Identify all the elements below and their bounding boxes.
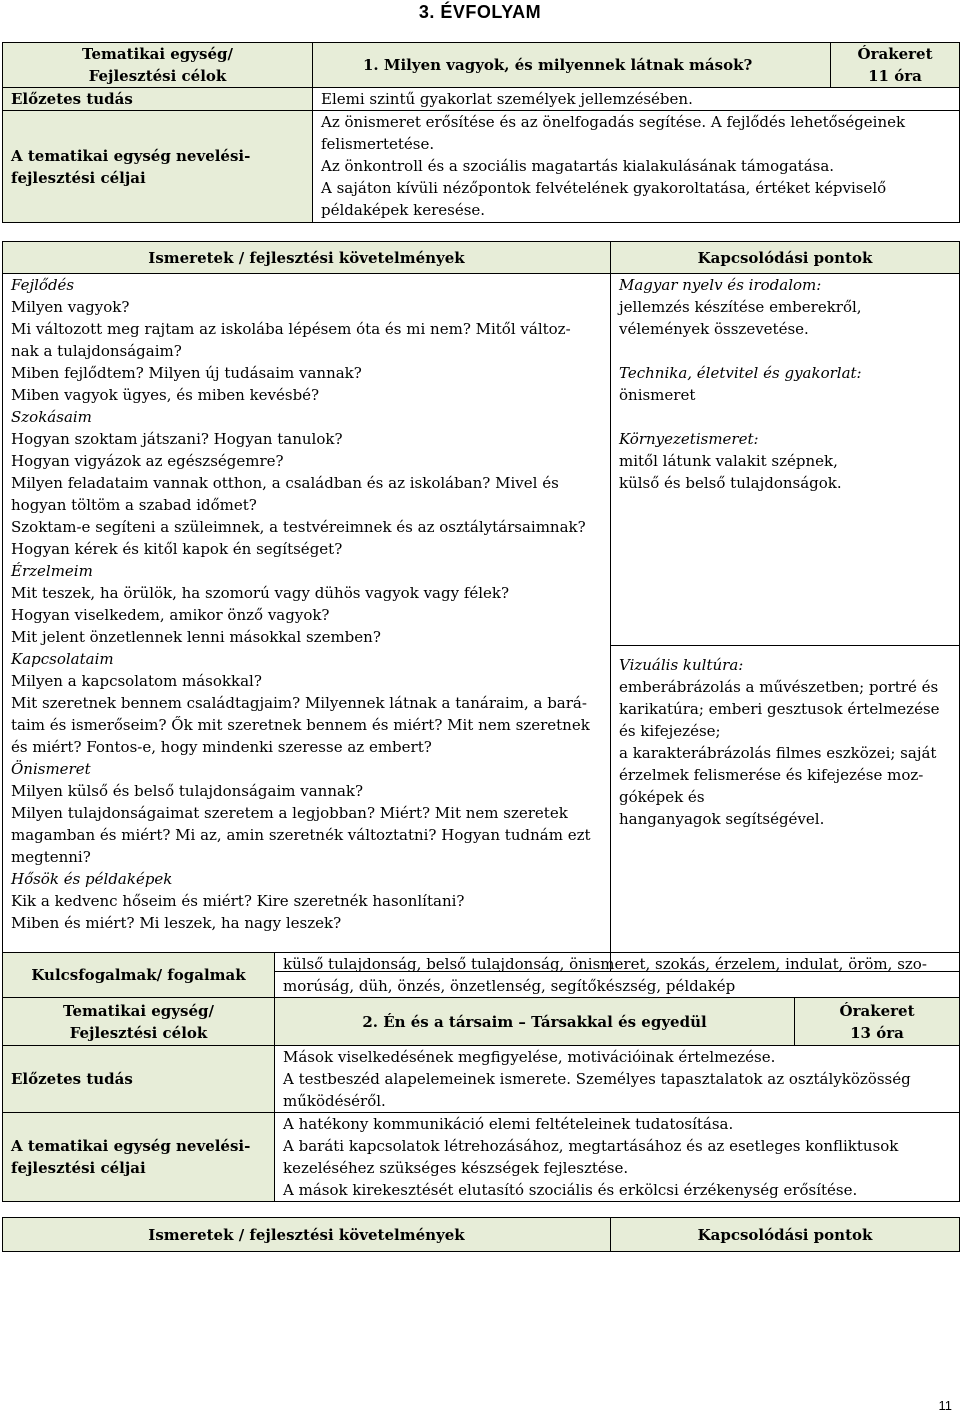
label-line: Fejlesztési célok bbox=[88, 67, 227, 85]
ismeretek-content bbox=[3, 274, 611, 972]
unit2-celok bbox=[275, 1113, 960, 1202]
celok-line: kezeléséhez szükséges készségek fejlesztése. bbox=[283, 1159, 629, 1177]
hours-label: Órakeret bbox=[857, 45, 933, 63]
celok-line: felismertetése. bbox=[321, 135, 435, 153]
page-heading: 3. ÉVFOLYAM bbox=[418, 2, 542, 22]
kapcsolodasi-content-top bbox=[611, 274, 960, 646]
text-line: nak a tulajdonságaim? bbox=[11, 342, 182, 360]
label-elozetes-1: Előzetes tudás bbox=[3, 88, 313, 111]
hours-value: 13 óra bbox=[850, 1023, 904, 1042]
text-line: külső és belső tulajdonságok. bbox=[619, 474, 842, 492]
text-line: Mit jelent önzetlennek lenni másokkal szemben? bbox=[11, 628, 381, 646]
subsection-heading: Környezetismeret: bbox=[619, 430, 759, 448]
text-line: Miben vagyok ügyes, és miben kevésbé? bbox=[11, 386, 320, 404]
subsection-heading: Önismeret bbox=[11, 760, 91, 778]
label-kulcsfogalmak: Kulcsfogalmak/ fogalmak bbox=[3, 953, 275, 998]
hours-value: 11 óra bbox=[868, 67, 922, 85]
kapcsolodasi-content-bottom bbox=[611, 646, 960, 972]
text-line: Miben és miért? Mi leszek, ha nagy leszek? bbox=[11, 914, 342, 932]
text-line: érzelmek felismerése és kifejezése moz- bbox=[619, 766, 924, 784]
label-celok-1 bbox=[3, 111, 313, 223]
unit1-hours bbox=[831, 43, 960, 88]
text-line: Mit teszek, ha örülök, ha szomorú vagy dühös vagyok vagy félek? bbox=[11, 584, 510, 602]
text-line: taim és ismerőseim? Ők mit szeretnek bennem és miért? Mit nem szeretnek bbox=[11, 716, 590, 734]
subsection-heading: Hősök és példaképek bbox=[11, 870, 173, 888]
text-line: Mit szeretnek bennem családtagjaim? Milyennek látnak a tanáraim, a bará- bbox=[11, 694, 587, 712]
celok-line: Az önkontroll és a szociális magatartás kialakulásának támogatása. bbox=[321, 157, 835, 175]
subsection-heading: Vizuális kultúra: bbox=[619, 656, 744, 674]
header-kapcsolodasi: Kapcsolódási pontok bbox=[611, 242, 960, 274]
hours-label: Órakeret bbox=[839, 1001, 915, 1020]
unit1-table bbox=[2, 42, 960, 223]
text-line: vélemények összevetése. bbox=[619, 320, 809, 338]
label-line: A tematikai egység nevelési- bbox=[11, 1137, 251, 1155]
subsection-heading: Magyar nyelv és irodalom: bbox=[619, 276, 822, 294]
text-line: jellemzés készítése emberekről, bbox=[619, 298, 862, 316]
label-line: Tematikai egység/ bbox=[82, 45, 233, 63]
text-line: és miért? Fontos-e, hogy mindenki szeresse az embert? bbox=[11, 738, 432, 756]
elozetes-line: A testbeszéd alapelemeinek ismerete. Személyes tapasztalatok az osztályközösség bbox=[283, 1070, 911, 1088]
text-line: Milyen tulajdonságaimat szeretem a legjobban? Miért? Mit nem szeretek bbox=[11, 804, 568, 822]
text-line: góképek és bbox=[619, 788, 705, 806]
text-line: Hogyan kérek és kitől kapok én segítséget? bbox=[11, 540, 343, 558]
label-line: A tematikai egység nevelési- bbox=[11, 146, 251, 165]
kulcsfogalmak-content bbox=[275, 953, 960, 998]
unit1-celok bbox=[313, 111, 960, 223]
unit1-elozetes: Elemi szintű gyakorlat személyek jellemzésében. bbox=[313, 88, 960, 111]
label-line: Fejlesztési célok bbox=[69, 1023, 208, 1042]
text-line: magamban és miért? Mi az, amin szeretnék változtatni? Hogyan tudnám ezt bbox=[11, 826, 591, 844]
label-celok-2 bbox=[3, 1113, 275, 1202]
label-line: Tematikai egység/ bbox=[63, 1001, 214, 1020]
kulcs-line: külső tulajdonság, belső tulajdonság, önismeret, szokás, érzelem, indulat, öröm, szo- bbox=[283, 955, 927, 973]
subsection-heading: Szokásaim bbox=[11, 408, 92, 426]
text-line: Milyen a kapcsolatom másokkal? bbox=[11, 672, 262, 690]
text-line: hogyan töltöm a szabad időmet? bbox=[11, 496, 257, 514]
celok-line: példaképek keresése. bbox=[321, 201, 486, 219]
content-table-1 bbox=[2, 241, 960, 972]
celok-line: A baráti kapcsolatok létrehozásához, megtartásához és az esetleges konfliktusok bbox=[283, 1137, 899, 1155]
subsection-heading: Érzelmeim bbox=[11, 562, 93, 580]
text-line bbox=[619, 406, 951, 428]
header-kapcsolodasi: Kapcsolódási pontok bbox=[611, 1218, 960, 1252]
unit2-table bbox=[2, 952, 960, 1202]
unit2-hours bbox=[795, 998, 960, 1046]
celok-line: A mások kirekesztését elutasító szociális és erkölcsi érzékenység erősítése. bbox=[283, 1181, 858, 1199]
celok-line: A sajáton kívüli nézőpontok felvételének gyakoroltatása, értéket képviselő bbox=[321, 179, 887, 197]
header-ismeretek: Ismeretek / fejlesztési követelmények bbox=[3, 242, 611, 274]
text-line: Hogyan viselkedem, amikor önző vagyok? bbox=[11, 606, 330, 624]
text-line: önismeret bbox=[619, 386, 696, 404]
text-line: Milyen feladataim vannak otthon, a családban és az iskolában? Mivel és bbox=[11, 474, 559, 492]
text-line: mitől látunk valakit szépnek, bbox=[619, 452, 838, 470]
unit1-title: 1. Milyen vagyok, és milyennek látnak mások? bbox=[313, 43, 831, 88]
header-ismeretek: Ismeretek / fejlesztési követelmények bbox=[3, 1218, 611, 1252]
label-tematikai-2 bbox=[3, 998, 275, 1046]
text-line: Miben fejlődtem? Milyen új tudásaim vannak? bbox=[11, 364, 362, 382]
text-line: Milyen külső és belső tulajdonságaim vannak? bbox=[11, 782, 364, 800]
unit2-elozetes bbox=[275, 1046, 960, 1113]
label-elozetes-2: Előzetes tudás bbox=[3, 1046, 275, 1113]
unit2-title: 2. Én és a társaim – Társakkal és egyedül bbox=[275, 998, 795, 1046]
text-line: Szoktam-e segíteni a szüleimnek, a testvéreimnek és az osztálytársaimnak? bbox=[11, 518, 586, 536]
text-line: Milyen vagyok? bbox=[11, 298, 130, 316]
text-line: a karakterábrázolás filmes eszközei; saját bbox=[619, 744, 937, 762]
label-tematikai-1 bbox=[3, 43, 313, 88]
subsection-heading: Fejlődés bbox=[11, 276, 75, 294]
text-line: Kik a kedvenc hőseim és miért? Kire szeretnék hasonlítani? bbox=[11, 892, 465, 910]
label-line: fejlesztési céljai bbox=[11, 168, 146, 187]
celok-line: A hatékony kommunikáció elemi feltételeinek tudatosítása. bbox=[283, 1115, 734, 1133]
subsection-heading: Kapcsolataim bbox=[11, 650, 114, 668]
celok-line: Az önismeret erősítése és az önelfogadás segítése. A fejlődés lehetőségeinek bbox=[321, 113, 906, 131]
kulcs-line: morúság, düh, önzés, önzetlenség, segítőkészség, példakép bbox=[283, 977, 736, 995]
elozetes-line: Mások viselkedésének megfigyelése, motivációinak értelmezése. bbox=[283, 1048, 776, 1066]
text-line bbox=[619, 340, 951, 362]
text-line: emberábrázolás a művészetben; portré és bbox=[619, 678, 939, 696]
text-line: és kifejezése; bbox=[619, 722, 721, 740]
subsection-heading: Technika, életvitel és gyakorlat: bbox=[619, 364, 862, 382]
label-line: fejlesztési céljai bbox=[11, 1159, 146, 1177]
text-line: Mi változott meg rajtam az iskolába lépésem óta és mi nem? Mitől változ- bbox=[11, 320, 571, 338]
text-line: Hogyan vigyázok az egészségemre? bbox=[11, 452, 284, 470]
text-line: hanganyagok segítségével. bbox=[619, 810, 825, 828]
text-line: karikatúra; emberi gesztusok értelmezése bbox=[619, 700, 940, 718]
elozetes-line: működéséről. bbox=[283, 1092, 386, 1110]
text-line: megtenni? bbox=[11, 848, 91, 866]
content-table-2 bbox=[2, 1217, 960, 1252]
text-line: Hogyan szoktam játszani? Hogyan tanulok? bbox=[11, 430, 343, 448]
page-number: 11 bbox=[938, 1398, 952, 1413]
